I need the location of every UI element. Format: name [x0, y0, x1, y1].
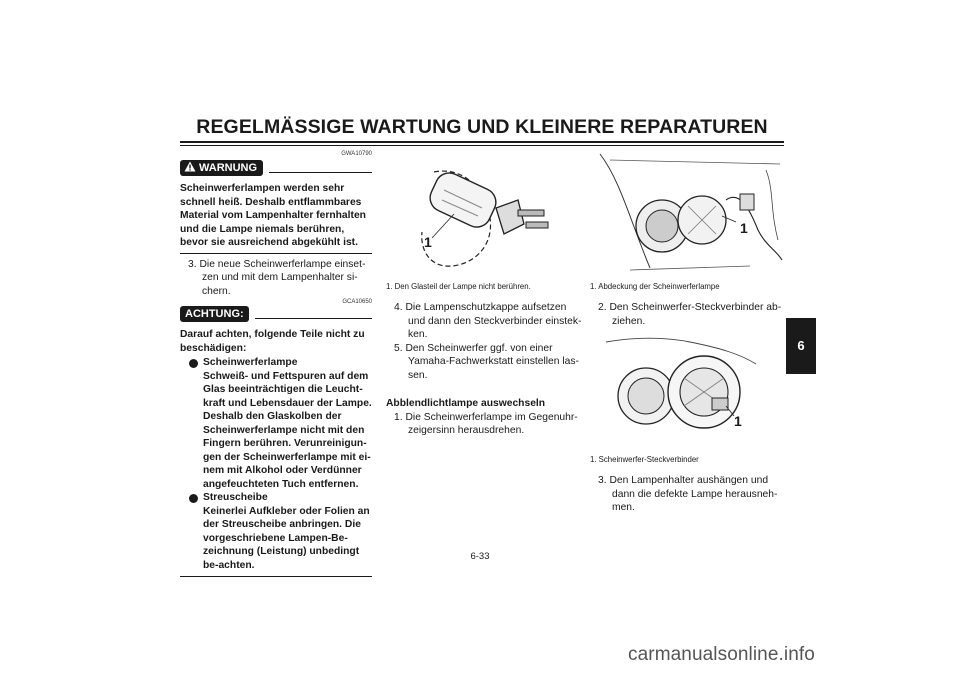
column-3-bottom: [590, 455, 786, 515]
figure-caption: 1. Den Glasteil der Lampe nicht berühren.: [386, 282, 531, 291]
step-2-text: Den Scheinwerfer-Steckverbinder ab-ziehen.: [609, 302, 782, 327]
notice-header: [180, 306, 372, 322]
warning-badge: [180, 160, 263, 176]
warning-text: Scheinwerferlampen werden sehr schnell heiß. Deshalb entflammbares Material vom Lampenhalter fernhalten und die Lampe niemals berühren, bevor sie ausreichend abgekühlt ist.: [180, 183, 366, 248]
step-1-text: Die Scheinwerferlampe im Gegenuhr-zeigersinn herausdrehen.: [405, 411, 578, 436]
figure-callout: 1: [424, 234, 432, 250]
step-3b-text: Den Lampenhalter aushängen und dann die defekte Lampe herausneh-men.: [609, 475, 778, 513]
column-3-top: [590, 282, 786, 328]
bullet-text: Keinerlei Aufkleber oder Folien an der Streuscheibe anbringen. Die vorgeschriebene Lampen-Be-zeichnung (Leistung) unbedingt be-achten.: [203, 505, 370, 571]
halogen-bulb-figure: [386, 160, 576, 278]
bullet-title: Scheinwerferlampe: [203, 357, 298, 368]
notice-end-rule: [180, 576, 372, 577]
notice-rule: [255, 318, 372, 319]
section-heading: Abblendlichtlampe auswechseln: [386, 398, 546, 409]
bullet-title: Streuscheibe: [203, 492, 268, 503]
step-5-text: Den Scheinwerfer ggf. von einer Yamaha-Fachwerkstatt einstellen las-sen.: [405, 342, 579, 381]
step-5: [386, 342, 582, 383]
figure-2-caption: 1. Scheinwerfer-Steckverbinder: [590, 455, 699, 464]
warning-rule: [269, 172, 372, 173]
figure-2-callout: 1: [734, 413, 742, 429]
figure-1-callout: 1: [740, 220, 748, 236]
notice-intro: Darauf achten, folgende Teile nicht zu beschädigen:: [180, 329, 365, 354]
bullet-dot: [189, 494, 198, 503]
notice-badge: ACHTUNG:: [180, 306, 249, 322]
page-title: REGELMÄSSIGE WARTUNG UND KLEINERE REPARATUREN: [196, 116, 768, 138]
column-1: [180, 151, 372, 577]
column-2: [386, 282, 582, 438]
bullet-dot: [189, 359, 198, 368]
step-4: [386, 301, 582, 342]
step-4-number: 4.: [394, 302, 403, 313]
step-3-text: Die neue Scheinwerferlampe einset-zen und mit dem Lampenhalter si-chern.: [199, 258, 366, 297]
step-3: [180, 258, 372, 299]
step-2-number: 2.: [598, 302, 607, 313]
step-2: [590, 301, 786, 328]
step-3-number: 3.: [188, 258, 197, 270]
warning-triangle-icon: [184, 161, 196, 172]
step-4-text: Die Lampenschutzkappe aufsetzen und dann den Steckverbinder einstek-ken.: [405, 302, 582, 340]
warning-end-rule: [180, 253, 372, 254]
warning-code: GWA10790: [341, 151, 372, 157]
chapter-tab[interactable]: 6: [786, 318, 816, 374]
step-3b: [590, 474, 786, 515]
page-number: 6-33: [470, 551, 490, 562]
warning-label: WARNUNG: [199, 162, 258, 174]
bullet-text: Schweiß- und Fettspuren auf dem Glas beeinträchtigen die Leucht-kraft und Lebensdauer der Lampe. Deshalb den Glaskolben der Scheinwerferlampe nicht mit den Fingern berühren. Verunreinigun-gen der Scheinwerferlampe mit ei-nem mit Alkohol oder Verdünner angefeuchteten Tuch entfernen.: [203, 370, 372, 490]
headlight-cover-figure: [590, 150, 786, 274]
notice-code: GCA10650: [342, 299, 372, 305]
warning-header: [180, 160, 372, 176]
figure-1-caption: 1. Abdeckung der Scheinwerferlampe: [590, 282, 720, 291]
step-1: [386, 411, 582, 438]
header-rule-thin: [180, 145, 784, 146]
header-rule: [180, 141, 784, 143]
bullet-item-lamp: [180, 356, 372, 491]
step-5-number: 5.: [394, 342, 403, 354]
step-1-number: 1.: [394, 411, 403, 423]
step-3b-number: 3.: [598, 475, 607, 486]
watermark: carmanualsonline.info: [628, 644, 815, 665]
